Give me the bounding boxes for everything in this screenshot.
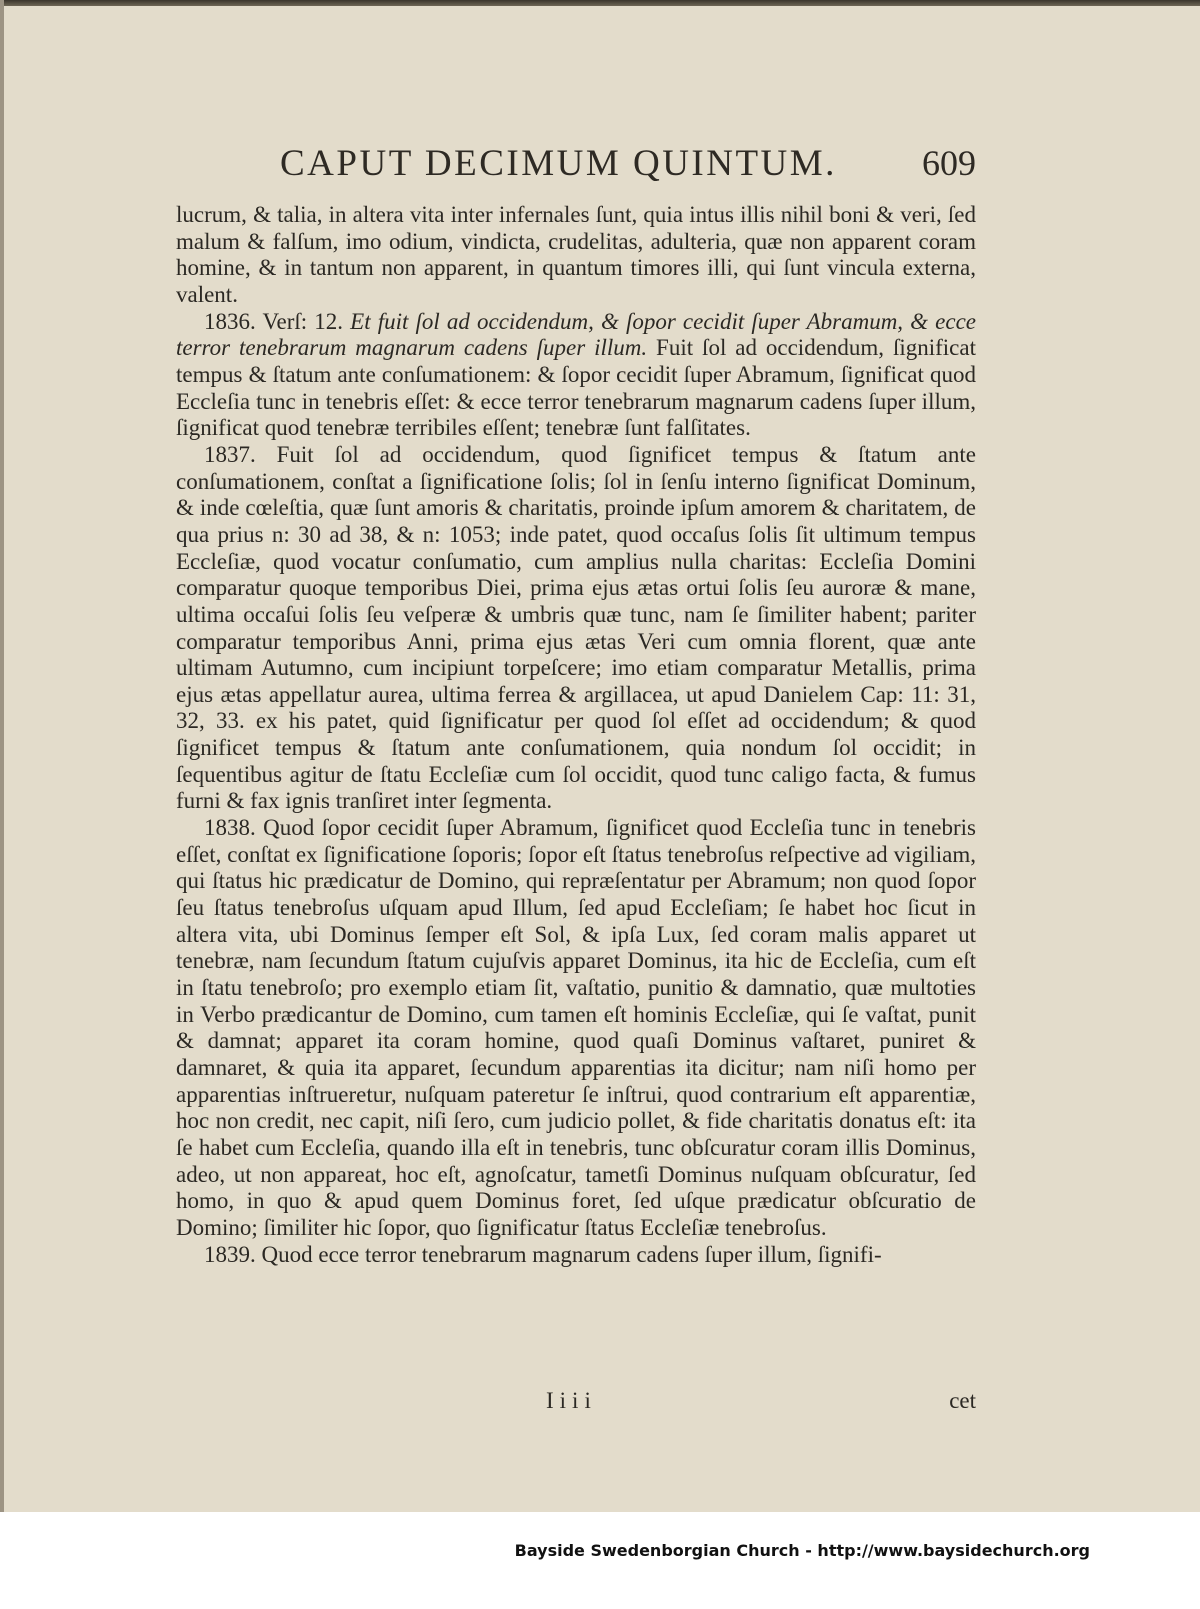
paragraph-continuation: lucrum, & talia, in altera vita inter infernales ſunt, quia intus illis nihil boni & veri, ſed malum & falſum, imo odium, vindicta, crudelitas, adulteria, quæ non apparent coram homine, & in tantum non apparent, in quantum timores illi, qui ſunt vincula externa, valent. [176, 202, 976, 307]
paragraph-number-1836: 1836. Verſ: 12. [204, 308, 351, 334]
page-header [180, 142, 980, 194]
credit-band [0, 1512, 1200, 1609]
page-top-edge [0, 0, 1200, 6]
running-head: CAPUT DECIMUM QUINTUM. [280, 143, 837, 184]
verse-quotation: Et fuit ſol ad occidendum, & ſopor cecidit ſuper Abramum, & ecce terror tenebrarum magnarum cadens ſuper illum. [176, 308, 977, 361]
paragraph-1837: 1837. Fuit ſol ad occidendum, quod ſignificet tempus & ſtatum ante conſumationem, conſtat a ſignificatione ſolis; ſol in ſenſu interno ſignificat Dominum, & inde cœleſtia, quæ ſunt amoris & charitatis, proinde ipſum amorem & charitatem, de qua prius n: 30 ad 38, & n: 1053; inde patet, quod occaſus ſolis ſit ultimum tempus Eccleſiæ, quod vocatur conſumatio, cum amplius nulla charitas: Eccleſia Domini comparatur quoque temporibus Diei, prima ejus ætas ortui ſolis ſeu auroræ & mane, ultima occaſui ſolis ſeu veſperæ & umbris quæ tunc, nam ſe ſimiliter habent; pariter comparatur temporibus Anni, prima ejus ætas Veri cum omnia florent, quæ ante ultimam Autumno, cum incipiunt torpeſcere; imo etiam comparatur Metallis, prima ejus ætas appellatur aurea, ultima ferrea & argillacea, ut apud Danielem Cap: 11: 31, 32, 33. ex his patet, quid ſignificatur per quod ſol eſſet ad occidendum; & quod ſignificet tempus & ſtatum ante conſumationem, quia nondum ſol occidit; in ſequentibus agitur de ſtatu Eccleſiæ cum ſol occidit, quod tunc caligo facta, & fumus furni & fax ignis tranſiret inter ſegmenta. [176, 441, 976, 814]
paragraph-1836 [176, 309, 976, 442]
source-credit: Bayside Swedenborgian Church - http://www.baysidechurch.org [514, 1541, 1090, 1560]
catchword: cet [949, 1388, 976, 1413]
paragraph-1839: 1839. Quod ecce terror tenebrarum magnarum cadens ſuper illum, ſignifi- [204, 1241, 882, 1267]
page-binding-edge [0, 0, 4, 1609]
page-footer [176, 1388, 976, 1418]
paragraph-1838: 1838. Quod ſopor cecidit ſuper Abramum, ſignificet quod Eccleſia tunc in tenebris eſſet, conſtat ex ſignificatione ſoporis; ſopor eſt ſtatus tenebroſus reſpective ad vigiliam, qui ſtatus hic prædicatur de Domino, qui repræſentatur per Abramum; non quod ſopor ſeu ſtatus tenebroſus uſquam apud Illum, ſed apud Eccleſiam; ſe habet hoc ſicut in altera vita, ubi Dominus ſemper eſt Sol, & ipſa Lux, ſed coram malis apparet ut tenebræ, nam ſecundum ſtatum cujuſvis apparet Dominus, ita hic de Eccleſia, cum eſt in ſtatu tenebroſo; pro exemplo etiam ſit, vaſtatio, punitio & damnatio, quæ multoties in Verbo prædicantur de Domino, cum tamen eſt hominis Eccleſiæ, qui ſe vaſtat, punit & damnat; apparet ita coram homine, quod quaſi Dominus vaſtaret, puniret & damnaret, & quia ita apparet, ſecundum apparentias ita dicitur; nam niſi homo per apparentias inſtrueretur, nuſquam pateretur ſe inſtrui, quod contrarium eſt apparentiæ, hoc non credit, nec capit, niſi ſero, cum judicio pollet, & fide charitatis donatus eſt: ita ſe habet cum Eccleſia, quando illa eſt in tenebris, tunc obſcuratur coram illis Dominus, adeo, ut non appareat, hoc eſt, agnoſcatur, tametſi Dominus nuſquam obſcuratur, ſed homo, in quo & apud quem Dominus foret, ſed uſque prædicatur obſcuratio de Domino; ſimiliter hic ſopor, quo ſignificatur ſtatus Eccleſiæ tenebroſus. [176, 815, 976, 1240]
page-number: 609 [922, 143, 976, 183]
paragraph-1836-text: Fuit ſol ad occidendum, ſignificat tempus & ſtatum ante conſumationem: & ſopor cecidit ſuper Abramum, ſignificat quod Eccleſia tunc in tenebris eſſet: & ecce terror tenebrarum magnarum cadens ſuper illum, ſignificat quod tenebræ terribiles eſſent; tenebræ ſunt falſitates. [176, 335, 976, 441]
body-text [176, 202, 976, 1268]
signature-mark: Iiii [546, 1388, 597, 1413]
